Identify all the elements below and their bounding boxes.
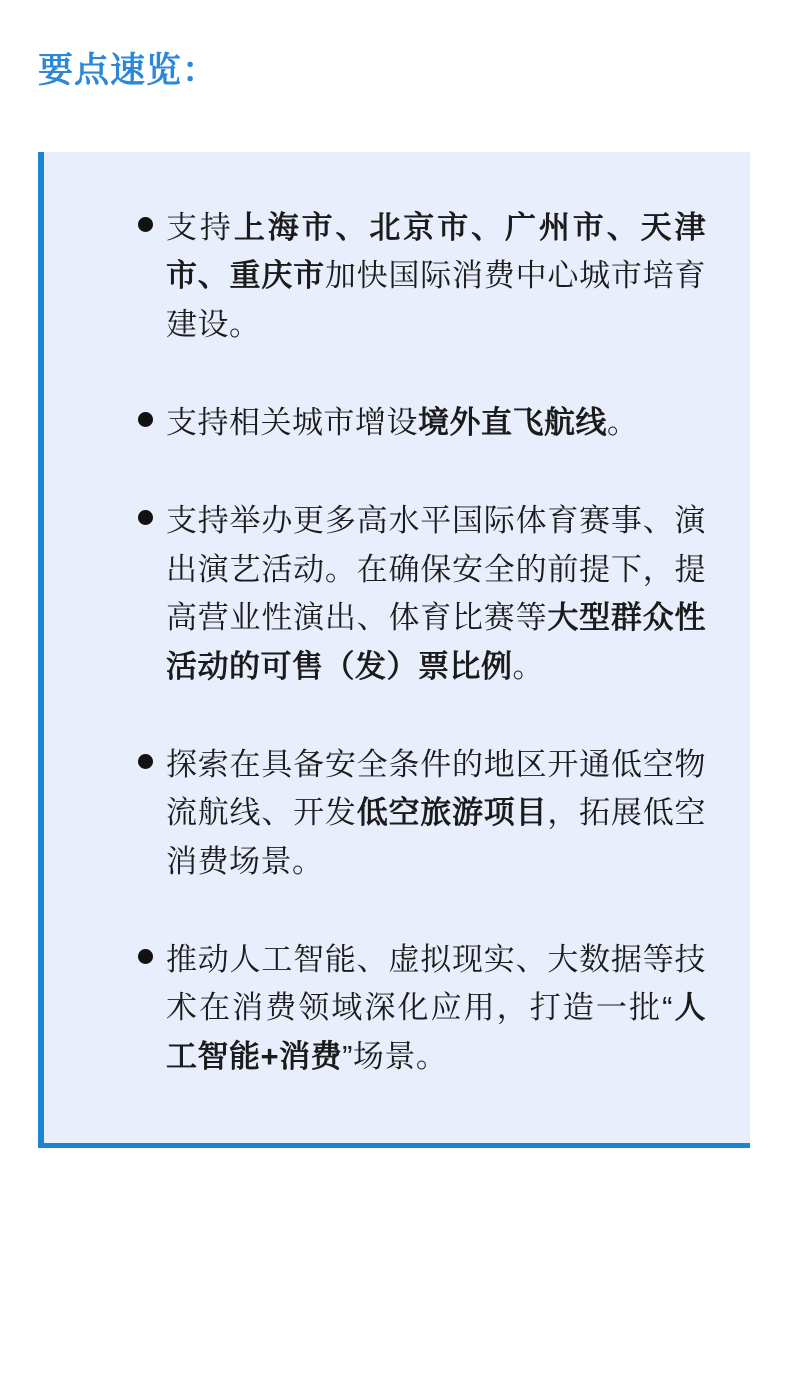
bullet-plain-4-2: ”场景。 <box>342 1038 448 1074</box>
bullet-plain-3-0: 探索在具备安全条件的地区开通低空物流航线、开发 <box>166 746 706 831</box>
bullet-dot-icon <box>138 754 153 769</box>
bullet-text <box>140 936 706 1081</box>
bullet-ai-plus-consumption <box>140 936 706 1081</box>
bullet-plain-0-2: 加快国际消费中心城市培育建设。 <box>166 258 706 342</box>
bullet-consumption-center-cities <box>140 204 706 349</box>
bullet-plain-2-0: 支持举办更多高水平国际体育赛事、演出演艺活动。在确保安全的前提下，提高营业性演出、体育比赛等 <box>166 503 706 636</box>
bullet-list <box>140 204 706 1081</box>
highlights-card-wrapper <box>38 152 750 1148</box>
bullet-dot-icon <box>138 412 153 427</box>
bullet-plain-2-2: 。 <box>512 648 544 684</box>
bullet-plain-1-2: 。 <box>607 405 639 441</box>
bullet-text <box>140 204 706 349</box>
bullet-direct-overseas-flights <box>140 399 706 447</box>
bullet-text <box>140 741 706 886</box>
bullet-plain-1-0: 支持相关城市增设 <box>166 405 418 441</box>
bullet-emphasis-2-1: 大型群众性活动的可售（发）票比例 <box>166 600 706 684</box>
bullet-sports-and-performance-events <box>140 497 706 690</box>
bullet-dot-icon <box>138 949 153 964</box>
bullet-emphasis-1-1: 境外直飞航线 <box>418 405 607 441</box>
highlights-card <box>38 152 750 1148</box>
bullet-emphasis-3-1: 低空旅游项目 <box>356 795 548 831</box>
bullet-emphasis-0-1: 上海市、北京市、广州市、天津市、重庆市 <box>166 210 707 294</box>
bullet-low-altitude-economy <box>140 741 706 886</box>
bullet-text <box>140 399 706 447</box>
bullet-emphasis-4-1: 人工智能+消费 <box>166 990 706 1074</box>
page-title: 要点速览： <box>38 51 219 90</box>
bullet-plain-3-2: ，拓展低空消费场景。 <box>166 795 706 879</box>
bullet-plain-0-0: 支持 <box>166 210 234 245</box>
bullet-plain-4-0: 推动人工智能、虚拟现实、大数据等技术在消费领域深化应用，打造一批“ <box>166 941 706 1026</box>
bullet-text <box>140 497 706 690</box>
bullet-dot-icon <box>138 217 153 232</box>
